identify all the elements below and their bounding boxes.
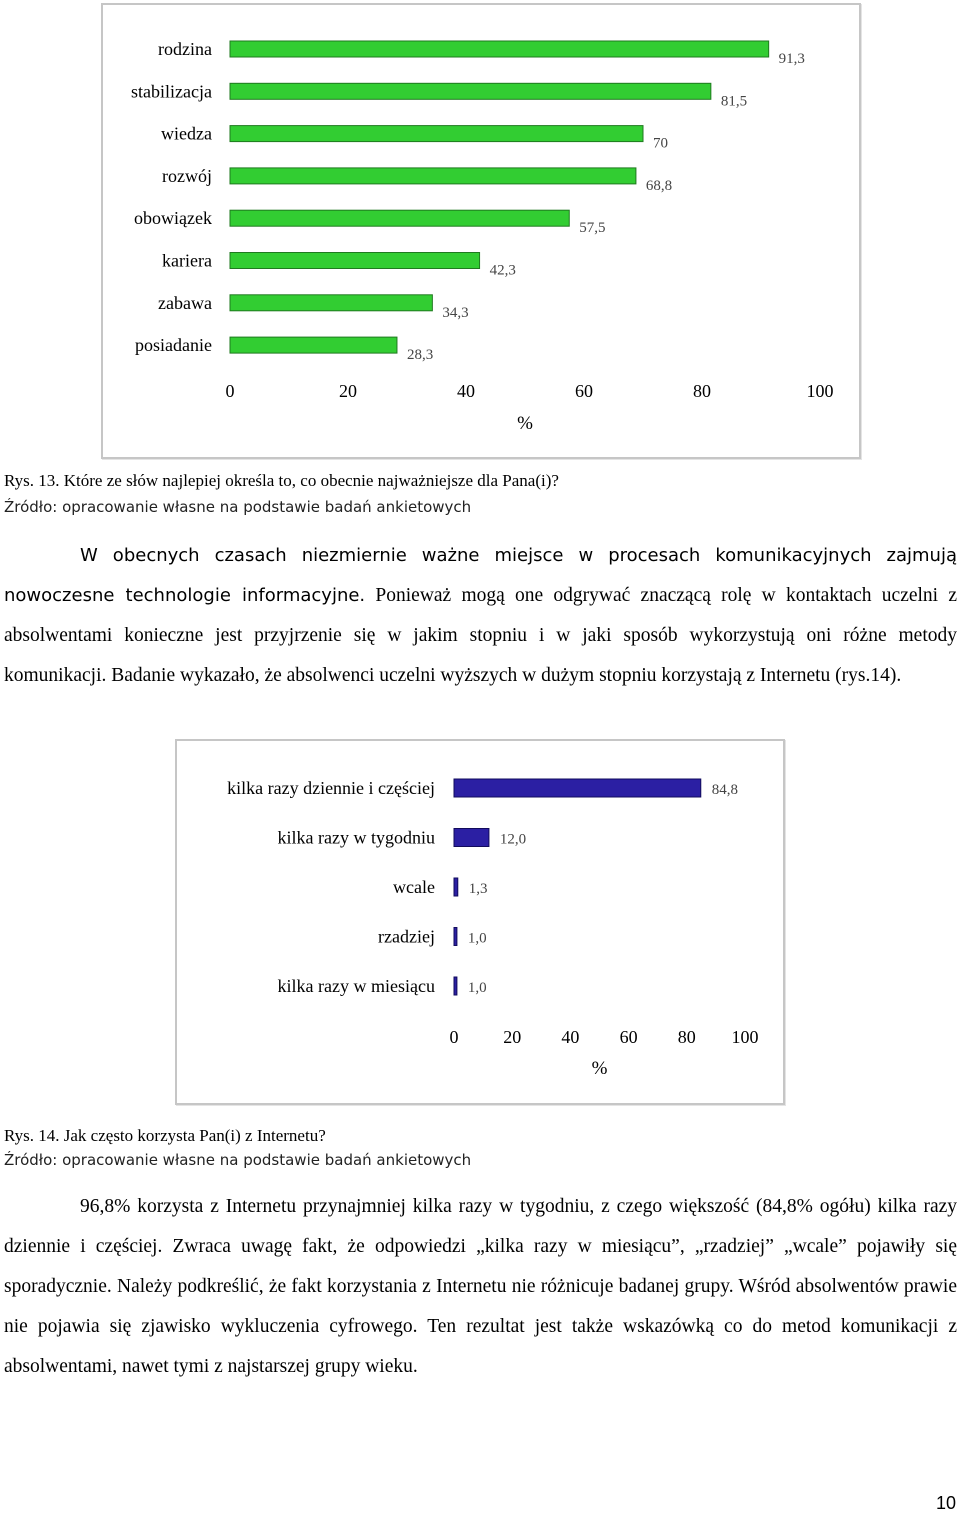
bar bbox=[230, 168, 636, 184]
data-label: 91,3 bbox=[778, 51, 805, 67]
chart-rys-13-svg bbox=[103, 5, 859, 457]
category-label: rozwój bbox=[162, 165, 212, 186]
bar bbox=[454, 779, 701, 797]
category-label: posiadanie bbox=[135, 335, 212, 356]
chart-rys-14-svg bbox=[177, 741, 783, 1103]
figure-13-caption: Rys. 13. Które ze słów najlepiej określa to, co obecnie najważniejsze dla Pana(i)? bbox=[4, 471, 559, 490]
data-label: 84,8 bbox=[711, 782, 739, 798]
bar bbox=[230, 41, 769, 57]
category-label: obowiązek bbox=[134, 208, 212, 229]
bar bbox=[454, 878, 458, 896]
data-label: 34,3 bbox=[442, 304, 469, 321]
figure-14-source: Źródło: opracowanie własne na podstawie badań ankietowych bbox=[4, 1151, 472, 1169]
x-tick-label: 40 bbox=[561, 1027, 580, 1047]
figure-13-source: Źródło: opracowanie własne na podstawie badań ankietowych bbox=[4, 498, 472, 516]
category-label: wcale bbox=[393, 877, 435, 897]
bar bbox=[230, 337, 397, 353]
category-label: wiedza bbox=[161, 123, 212, 144]
x-tick-label: 0 bbox=[225, 381, 235, 401]
data-label: 68,8 bbox=[645, 177, 673, 194]
bar bbox=[230, 126, 643, 142]
paragraph-internet-summary: 96,8% korzysta z Internetu przynajmniej kilka razy w tygodniu, z czego większość (84,8% ogółu) kilka razy dziennie i częściej. Zwraca uwagę fakt, że odpowiedzi „kilka razy w miesiącu”, „rzadziej” „wcale” pojawiły się sporadycznie. Należy podkreślić, że fakt korzystania z Internetu nie różnicuje badanej grupy. Wśród absolwentów prawie nie pojawia się zjawisko wykluczenia cyfrowego. Ten rezultat jest także wskazówką co do metod komunikacji z absolwentami, nawet tymi z najstarszej grupy wieku. bbox=[4, 1196, 957, 1377]
x-tick-label: 60 bbox=[575, 381, 593, 401]
bar bbox=[230, 295, 432, 311]
data-label: 57,5 bbox=[579, 220, 606, 237]
x-tick-label: 60 bbox=[619, 1027, 638, 1047]
x-axis-title: % bbox=[517, 413, 533, 434]
chart-rys-13 bbox=[101, 3, 861, 459]
data-label: 1,0 bbox=[467, 980, 487, 996]
category-label: rodzina bbox=[158, 39, 212, 59]
bar bbox=[454, 928, 457, 946]
x-tick-label: 80 bbox=[693, 381, 711, 401]
data-label: 1,0 bbox=[467, 930, 487, 947]
category-label: rzadziej bbox=[378, 926, 435, 947]
data-label: 42,3 bbox=[489, 262, 516, 279]
category-label: zabawa bbox=[158, 292, 212, 313]
data-label: 12,0 bbox=[499, 831, 527, 848]
x-tick-label: 40 bbox=[457, 381, 475, 401]
category-label: stabilizacja bbox=[131, 81, 212, 102]
category-label: kilka razy w miesiącu bbox=[277, 976, 435, 996]
page-number: 10 bbox=[935, 1493, 956, 1513]
data-label: 81,5 bbox=[720, 93, 748, 110]
x-tick-label: 80 bbox=[677, 1027, 696, 1047]
x-tick-label: 20 bbox=[503, 1027, 522, 1047]
data-label: 28,3 bbox=[406, 347, 434, 364]
data-label: 70 bbox=[653, 135, 668, 152]
x-tick-label: 20 bbox=[339, 381, 357, 401]
x-tick-label: 100 bbox=[806, 381, 834, 401]
bar bbox=[454, 829, 489, 847]
bar bbox=[454, 977, 457, 995]
bar bbox=[230, 253, 480, 269]
data-label: 1,3 bbox=[468, 881, 488, 897]
bar bbox=[230, 210, 569, 226]
figure-14-caption: Rys. 14. Jak często korzysta Pan(i) z Internetu? bbox=[4, 1126, 326, 1145]
category-label: kariera bbox=[162, 250, 212, 271]
x-axis-title: % bbox=[591, 1058, 608, 1079]
category-label: kilka razy dziennie i częściej bbox=[227, 778, 435, 798]
x-tick-label: 0 bbox=[449, 1027, 459, 1047]
x-tick-label: 100 bbox=[731, 1027, 759, 1047]
category-label: kilka razy w tygodniu bbox=[277, 827, 435, 848]
chart-rys-14 bbox=[175, 739, 785, 1105]
bar bbox=[230, 83, 711, 99]
paragraph-intro-rest: Ponieważ mogą one odgrywać znaczącą rolę w kontaktach uczelni z absolwentami konieczne jest przyjrzenie się w jakim stopniu i w jaki sposób wykorzystują oni różne metody komunikacji. Badanie wykazało, że absolwenci uczelni wyższych w dużym stopniu korzystają z Internetu (rys.14). bbox=[4, 585, 957, 686]
paragraph-internet-intro bbox=[4, 536, 957, 696]
paragraph-intro-sentence: W obecnych czasach niezmiernie ważne miejsce w procesach komunikacyjnych zajmują nowoczesne technologie informacyjne. bbox=[4, 545, 957, 606]
